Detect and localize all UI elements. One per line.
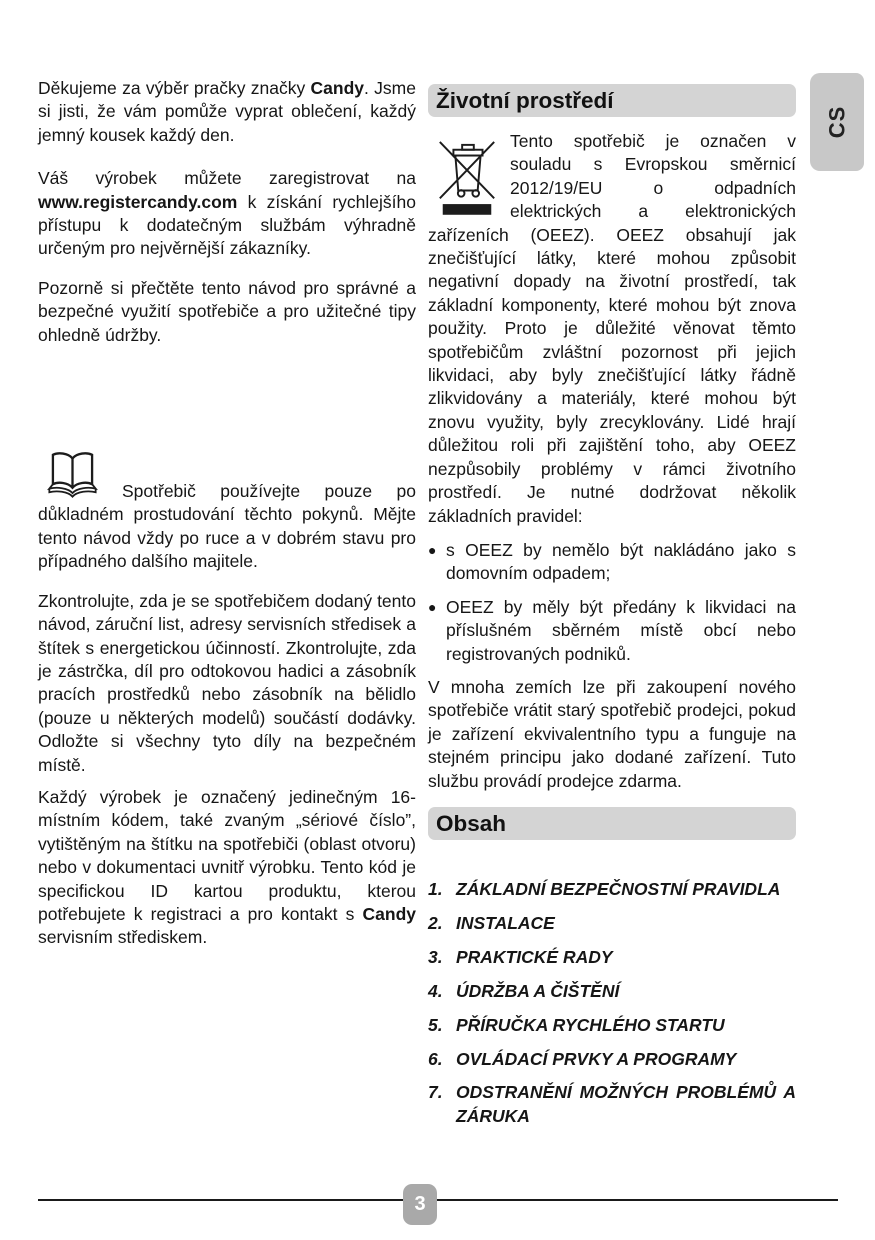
toc-item-2 [428, 912, 796, 935]
bullet-icon: ● [428, 598, 437, 615]
weee-paragraph [428, 130, 796, 528]
paragraph-text: servisním střediskem. [38, 927, 208, 948]
open-book-icon [44, 447, 101, 500]
paragraph-text: k získání rychlejšího přístupu k dodatečným službám výhradně určeným pro nejvěrnější zákazníky. [38, 191, 416, 259]
toc-label: OVLÁDACÍ PRVKY A PROGRAMY [456, 1048, 737, 1069]
weee-rule-item [428, 539, 796, 586]
toc-number: 1. [428, 878, 443, 899]
page-number-badge: 3 [403, 1184, 437, 1225]
paragraph-text: . Jsme si jisti, že vám pomůže vyprat oblečení, každý jemný kousek každý den. [38, 78, 416, 145]
contents-section-heading: Obsah [428, 807, 796, 840]
toc-number: 4. [428, 980, 443, 1001]
paragraph-text: Každý výrobek je označený jedinečným 16-místním kódem, také zvaným „sériové číslo”, vytištěným na štítku na spotřebiči (oblast otvoru) nebo v dokumentaci uvnitř výrobku. Tento kód je specifickou ID kartou produktu, kterou potřebujete k registraci a pro kontakt s [38, 786, 416, 924]
bullet-text: s OEEZ by nemělo být nakládáno jako s domovním odpadem; [446, 539, 796, 584]
serial-number-paragraph [38, 786, 416, 950]
check-contents-paragraph [38, 590, 416, 777]
toc-label: PRAKTICKÉ RADY [456, 946, 613, 967]
toc-label: ZÁKLADNÍ BEZPEČNOSTNÍ PRAVIDLA [456, 878, 781, 899]
toc-item-1 [428, 878, 796, 901]
left-column [38, 77, 416, 970]
toc-item-5 [428, 1014, 796, 1037]
toc-label: PŘÍRUČKA RYCHLÉHO STARTU [456, 1014, 725, 1035]
paragraph-text: Váš výrobek můžete zaregistrovat na [38, 168, 416, 189]
toc-number: 5. [428, 1014, 443, 1035]
register-paragraph [38, 167, 416, 261]
toc-number: 6. [428, 1048, 443, 1069]
trade-in-paragraph [428, 676, 796, 793]
weee-crossed-bin-icon [434, 132, 500, 216]
toc-label: ODSTRANĚNÍ MOŽNÝCH PROBLÉMŮ A ZÁRUKA [456, 1082, 796, 1126]
paragraph-text: V mnoha zemích lze při zakoupení nového spotřebiče vrátit starý spotřebič prodejci, pokud je zařízení ekvivalentního typu a funguje na stejném principu jako dodané zařízení. Tuto službu provádí prodejce zdarma. [428, 676, 796, 791]
intro-paragraph [38, 77, 416, 147]
table-of-contents [428, 878, 796, 1128]
register-url: www.registercandy.com [38, 191, 238, 212]
read-manual-paragraph [38, 277, 416, 347]
weee-rule-item [428, 596, 796, 666]
toc-number: 3. [428, 946, 443, 967]
toc-number: 7. [428, 1082, 443, 1103]
toc-item-7 [428, 1081, 796, 1128]
footer-rule [38, 1199, 838, 1201]
paragraph-text: Spotřebič používejte pouze po důkladném prostudování těchto pokynů. Mějte tento návod vždy po ruce a v dobrém stavu pro případného dalšího majitele. [38, 481, 416, 572]
paragraph-text: Pozorně si přečtěte tento návod pro správné a bezpečné využití spotřebiče a pro užitečné tipy ohledně údržby. [38, 277, 416, 345]
bullet-icon: ● [428, 541, 437, 558]
brand-name: Candy [362, 903, 416, 924]
brand-name: Candy [310, 78, 365, 98]
bullet-text: OEEZ by měly být předány k likvidaci na příslušném sběrném místě obcí nebo registrovaných podniků. [446, 596, 796, 664]
paragraph-text: Tento spotřebič je označen v souladu s Evropskou směrnicí 2012/19/EU o odpadních elektrických a elektronických zařízeních (OEEZ). OEEZ obsahují jak znečišťující látky, které mohou způsobit negativní dopady na životní prostředí, tak základní komponenty, které mohou být znova použity. Proto je důležité věnovat těmto spotřebičům zvláštní pozornost při jejich likvidaci, aby byly znečišťující látky řádně zlikvidovány a materiály, které mohou být znovu využity, byly zrecyklovány. Lidé hrají důležitou roli při zajištění toho, aby OEEZ nezpůsobily problémy v rámci životního prostředí. Je nutné dodržovat několik základních pravidel: [428, 131, 796, 526]
toc-item-4 [428, 980, 796, 1003]
paragraph-text: Zkontrolujte, zda je se spotřebičem dodaný tento návod, záruční list, adresy servisních středisek a štítek s energetickou účinností. Zkontrolujte, zda je zástrčka, díl pro odtokovou hadici a zásobník pracích prostředků nebo zásobník na bělidlo (pouze u některých modelů) součástí dodávky. Odložte si všechny tyto díly na bezpečném místě. [38, 590, 416, 775]
language-tab-label: CS [824, 105, 849, 139]
keep-manual-paragraph [38, 480, 416, 574]
language-tab [810, 73, 864, 171]
environment-section-heading: Životní prostředí [428, 84, 796, 117]
toc-item-6 [428, 1048, 796, 1071]
right-column [428, 84, 796, 1139]
toc-label: ÚDRŽBA A ČIŠTĚNÍ [456, 980, 620, 1001]
toc-number: 2. [428, 912, 443, 933]
toc-label: INSTALACE [456, 912, 555, 933]
paragraph-text: Děkujeme za výběr pračky značky [38, 78, 311, 98]
toc-item-3 [428, 946, 796, 969]
